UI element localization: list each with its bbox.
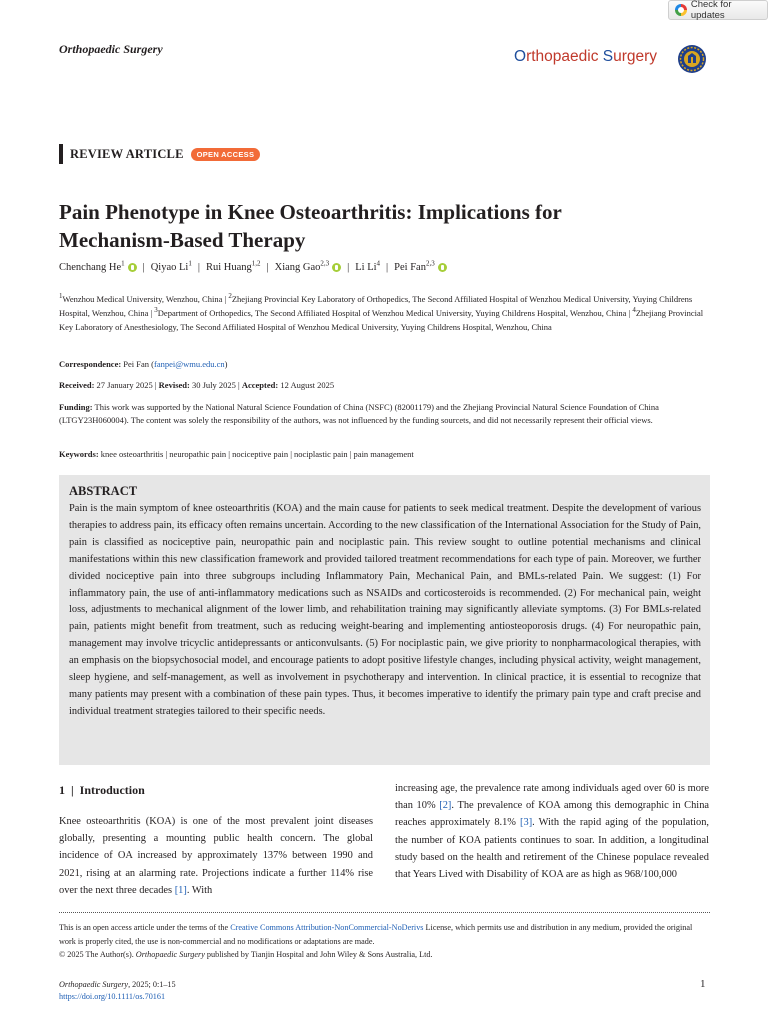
author-affil-sup: 4: [376, 259, 381, 268]
received-date: 27 January 2025: [96, 380, 153, 390]
section-heading-introduction: [59, 783, 145, 798]
check-updates-icon: [675, 4, 687, 16]
accepted-date: 12 August 2025: [280, 380, 335, 390]
body-text: Knee osteoarthritis (KOA) is one of the most prevalent joint diseases globally, presenting a mounting public health concern. The global incidence of OA increased by approximately 137% between 1990 and 2021, rising at an alarming rate. Projections indicate a further 114% rise over the next three decades: [59, 816, 373, 896]
copyright-journal: Orthopaedic Surgery: [135, 950, 205, 959]
affiliation-3: Department of Orthopedics, The Second Affiliated Hospital of Wenzhou Medical University, Yuying Childrens Hospital, Wenzhou, China: [157, 308, 627, 318]
brand-letter-o: O: [514, 48, 527, 65]
author-name: Rui Huang: [205, 262, 252, 273]
affiliations: [59, 292, 711, 334]
body-column-right: [395, 780, 709, 883]
body-text: . The prevalence of KOA among this demographic in China reaches approximately 8.1%: [395, 800, 709, 829]
affil-sup: 3: [154, 306, 158, 315]
author-4[interactable]: [274, 259, 342, 273]
author-separator: |: [266, 262, 269, 273]
affil-separator: |: [628, 308, 631, 318]
article-type-text: REVIEW ARTICLE: [70, 146, 184, 161]
license-text: This is an open access article under the terms of the: [59, 923, 231, 932]
author-2[interactable]: [150, 259, 192, 273]
funding: [59, 401, 711, 427]
reference-link-1[interactable]: [1]: [174, 884, 187, 896]
author-6[interactable]: [394, 259, 447, 273]
orcid-icon[interactable]: [332, 263, 341, 272]
affiliation-2: Zhejiang Provincial Key Laboratory of Orthopedics, The Second Affiliated Hospital of Wenzhou Medical University, Yuying Childrens Hospital, Wenzhou, China: [59, 294, 693, 318]
article-dates: [59, 379, 711, 392]
section-separator: |: [71, 783, 74, 797]
license-link[interactable]: Creative Commons Attribution-NonCommercial-NoDerivs: [230, 923, 424, 932]
license-notice: [59, 921, 710, 962]
journal-seal-logo: [677, 44, 707, 74]
citation-journal: Orthopaedic Surgery: [59, 980, 129, 989]
correspondence-label: Correspondence:: [59, 359, 122, 369]
body-column-left: [59, 813, 373, 899]
author-affil-sup: 1: [121, 259, 125, 268]
revised-date: 30 July 2025: [191, 380, 236, 390]
author-name: Li Li: [355, 262, 377, 273]
author-name: Chenchang He: [59, 262, 122, 273]
check-for-updates-button[interactable]: [668, 0, 768, 20]
journal-name-left: Orthopaedic Surgery: [59, 42, 163, 56]
reference-link-3[interactable]: [3]: [520, 817, 533, 829]
author-separator: |: [142, 262, 145, 273]
affiliation-4: Zhejiang Provincial Key Laboratory of Anesthesiology, The Second Affiliated Hospital of Wenzhou Medical University, Yuying Childrens Hospital, Wenzhou, China: [59, 308, 704, 332]
brand-part-1: rthopaedic: [526, 48, 603, 65]
page-number: 1: [700, 978, 706, 990]
correspondence: Correspondence: Pei Fan (fanpei@wmu.edu.cn): [59, 359, 228, 369]
orcid-icon[interactable]: [128, 263, 137, 272]
brand-part-2: urgery: [613, 48, 658, 65]
doi-link[interactable]: https://doi.org/10.1111/os.70161: [59, 992, 166, 1001]
date-separator: |: [238, 380, 240, 390]
author-name: Pei Fan: [394, 262, 426, 273]
section-number: 1: [59, 783, 65, 797]
affil-sup: 1: [59, 292, 63, 301]
accepted-label: Accepted:: [241, 380, 279, 390]
affil-sup: 2: [228, 292, 232, 301]
keywords: [59, 448, 711, 461]
author-affil-sup: 1: [188, 259, 192, 268]
affil-separator: |: [224, 294, 227, 304]
body-text: . With the rapid aging of the population, the number of KOA patients continues to soar. In addition, a longitudinal study based on the health and retirement of the Chinese populace revealed that Years Lived with Disability of KOA are as high as 968/100,000: [395, 817, 709, 881]
citation-footer: [59, 979, 176, 1003]
copyright-text: © 2025 The Author(s).: [59, 950, 136, 959]
body-text: increasing age, the prevalence rate among individuals aged over 60 is more than 10%: [395, 783, 709, 812]
correspondence-name: Pei Fan: [123, 359, 150, 369]
affil-separator: |: [150, 308, 153, 318]
author-separator: |: [386, 262, 389, 273]
author-3[interactable]: [205, 259, 261, 273]
abstract-heading: ABSTRACT: [69, 484, 138, 498]
keywords-label: Keywords:: [59, 449, 99, 459]
footer-divider: [59, 912, 710, 913]
citation-volume: , 2025; 0:1–15: [128, 980, 176, 989]
orcid-icon[interactable]: [438, 263, 447, 272]
received-label: Received:: [59, 380, 95, 390]
author-separator: |: [197, 262, 200, 273]
author-1[interactable]: [59, 259, 137, 273]
author-5[interactable]: [355, 259, 381, 273]
author-affil-sup: 1,2: [251, 259, 261, 268]
correspondence-email-link[interactable]: fanpei@wmu.edu.cn: [154, 359, 225, 369]
article-title: [59, 198, 699, 254]
brand-letter-s: S: [602, 48, 614, 65]
keywords-text: knee osteoarthritis | neuropathic pain | nociceptive pain | nociplastic pain | pain management: [100, 449, 414, 459]
open-access-badge: OPEN ACCESS: [191, 148, 261, 161]
author-name: Xiang Gao: [274, 262, 321, 273]
author-separator: |: [347, 262, 350, 273]
title-line-2: Mechanism-Based Therapy: [59, 228, 306, 252]
revised-label: Revised:: [158, 380, 190, 390]
copyright-text: published by Tianjin Hospital and John Wiley & Sons Australia, Ltd.: [204, 950, 433, 959]
affiliation-1: Wenzhou Medical University, Wenzhou, China: [62, 294, 223, 304]
author-name: Qiyao Li: [150, 262, 189, 273]
abstract-box: [59, 475, 710, 765]
journal-brand[interactable]: [514, 48, 657, 66]
article-type-label: [59, 144, 260, 164]
reference-link-2[interactable]: [2]: [439, 800, 452, 812]
funding-text: This work was supported by the National Natural Science Foundation of China (NSFC) (82001179) and the Zhejiang Provincial Natural Science Foundation of China (LTGY23H060004). The content was solely the responsibility of the authors, was not influenced by the funding sourcets, and did not necessarily represent their official views.: [59, 402, 659, 425]
author-list: [59, 259, 709, 273]
title-line-1: Pain Phenotype in Knee Osteoarthritis: Implications for: [59, 200, 562, 224]
affil-sup: 4: [632, 306, 636, 315]
funding-label: Funding:: [59, 402, 93, 412]
check-for-updates-label: Check for updates: [690, 0, 732, 21]
author-affil-sup: 2,3: [320, 259, 330, 268]
abstract-text: Pain is the main symptom of knee osteoarthritis (KOA) and the main cause for patients to seek medical treatment. Despite the development of various therapies to address pain, its efficacy often remains uncertain. According to the new classification of the International Association for the Study of Pain, pain is classified as nociceptive pain, neuropathic pain and nociplastic pain. This review sought to outline potential mechanisms and clinical manifestations within this new classification framework and provided tailored treatment recommendations for each type of pain. Moreover, we further divided nociceptive pain into three subgroups including Inflammatory Pain, Mechanical Pain, and BMLs-related Pain. We suggest: (1) For inflammatory pain, the use of anti-inflammatory medications such as NSAIDs and corticosteroids is recommended. (2) For mechanical pain, weight loss, adjustments to mechanical alignment of the lower limb, and rehabilitation training may significantly alleviate symptoms. (3) For BMLs-related pain, patients might benefit from treatment, such as reducing weight-bearing and implementing antiosteoporosis drugs. (4) For neuropathic pain, management may involve tricyclic antidepressants or anticonvulsants. (5) For nociplastic pain, we give priority to nonpharmacological therapies, with an emphasis on the biopsychosocial model, and encourage patients to adopt positive lifestyle changes, including physical activity, weight management, sleep hygiene, and self-management, as well as involvement in psychotherapy and intervention. In clinical practice, it is essential to recognize that many patients may present with a combination of these pain types. Thus, it becomes imperative to identify the primary pain type and craft precise and individual treatment strategies tailored to their specific needs.: [69, 503, 701, 717]
date-separator: |: [154, 380, 157, 390]
author-affil-sup: 2,3: [425, 259, 435, 268]
section-title: Introduction: [79, 783, 145, 797]
body-text: . With: [186, 884, 213, 896]
license-text: License, which permits use and distribution in any medium, provided the original work is properly cited, the use is non-commercial and no modifications or adaptations are made.: [59, 923, 693, 946]
